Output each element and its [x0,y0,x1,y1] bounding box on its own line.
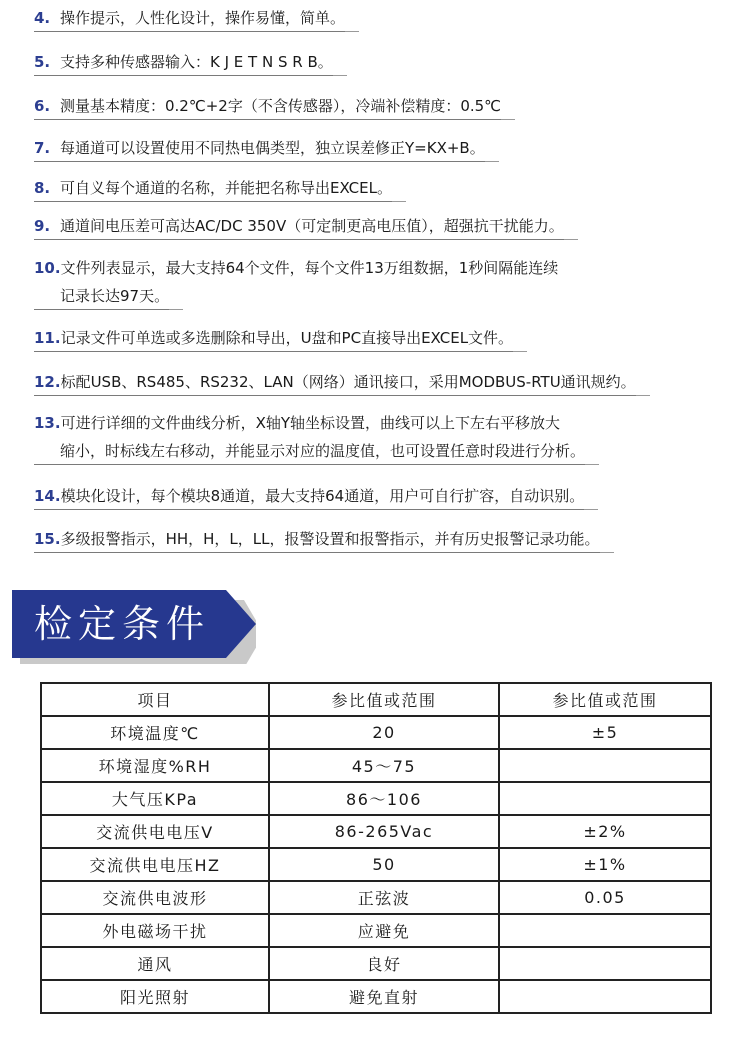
feature-text: 记录文件可单选或多选删除和导出，U盘和PC直接导出EXCEL文件。 [60,329,514,347]
feature-number: 8. [34,179,51,197]
table-cell: 交流供电波形 [41,881,269,914]
feature-text: 可自义每个通道的名称，并能把名称导出EXCEL。 [60,179,392,197]
feature-number: 15. [34,530,61,548]
feature-item-13 [34,413,585,465]
table-cell [499,980,711,1013]
feature-number: 12. [34,373,61,391]
table-cell: ±5 [499,716,711,749]
table-cell: 86-265Vac [269,815,499,848]
table-header-row [41,683,711,716]
table-row [41,947,711,980]
section-title: 检定条件 [34,602,211,646]
feature-item-7 [34,138,485,162]
table-cell: 通风 [41,947,269,980]
table-cell [499,947,711,980]
table-cell: 50 [269,848,499,881]
feature-number: 14. [34,487,61,505]
feature-item-15 [34,529,600,553]
table-row [41,782,711,815]
feature-number: 7. [34,139,51,157]
table-cell: ±1% [499,848,711,881]
feature-item-6 [34,96,501,120]
feature-item-11 [34,328,513,352]
table-row [41,815,711,848]
feature-item-10 [34,258,558,310]
verification-conditions-table [40,682,712,1014]
table-row [41,980,711,1013]
feature-text: 操作提示，人性化设计，操作易懂，简单。 [60,9,346,27]
feature-text: 标配USB、RS485、RS232、LAN（网络）通讯接口，采用MODBUS-RTU通讯规约。 [60,373,636,391]
table-cell: 环境温度℃ [41,716,269,749]
feature-number: 6. [34,97,51,115]
table-cell: 良好 [269,947,499,980]
feature-item-8 [34,178,392,202]
table-cell: 交流供电电压V [41,815,269,848]
table-header-cell: 参比值或范围 [499,683,711,716]
table-row [41,881,711,914]
table-cell [499,749,711,782]
table-cell: 阳光照射 [41,980,269,1013]
table-cell [499,782,711,815]
feature-text: 支持多种传感器输入：K J E T N S R B。 [60,53,333,71]
table-row [41,749,711,782]
feature-item-5 [34,52,333,76]
table-row [41,716,711,749]
feature-text: 每通道可以设置使用不同热电偶类型，独立误差修正Y=KX+B。 [60,139,485,157]
feature-text: 多级报警指示，HH，H，L，LL，报警设置和报警指示，并有历史报警记录功能。 [60,530,600,548]
table-cell: 外电磁场干扰 [41,914,269,947]
table-cell: 正弦波 [269,881,499,914]
feature-text: 测量基本精度：0.2℃+2字（不含传感器），冷端补偿精度：0.5℃ [60,97,502,115]
table-cell: 环境湿度%RH [41,749,269,782]
table-row [41,848,711,881]
feature-text: 模块化设计，每个模块8通道，最大支持64通道，用户可自行扩容，自动识别。 [60,487,585,505]
feature-text-continued: 记录长达97天。 [60,287,170,305]
feature-number: 9. [34,217,51,235]
feature-item-14 [34,486,584,510]
feature-number: 10. [34,259,61,277]
table-header-cell: 参比值或范围 [269,683,499,716]
feature-item-9 [34,216,564,240]
table-header-cell: 项目 [41,683,269,716]
table-cell [499,914,711,947]
feature-text: 文件列表显示，最大支持64个文件，每个文件13万组数据，1秒间隔能连续 [60,259,559,277]
table-cell: 交流供电电压HZ [41,848,269,881]
feature-text: 可进行详细的文件曲线分析，X轴Y轴坐标设置，曲线可以上下左右平移放大 [60,414,561,432]
section-banner [12,588,256,664]
feature-item-4 [34,8,345,32]
table-cell: 0.05 [499,881,711,914]
table-cell: 45～75 [269,749,499,782]
table-cell: 20 [269,716,499,749]
table-cell: 86～106 [269,782,499,815]
table-cell: ±2% [499,815,711,848]
feature-item-12 [34,372,636,396]
feature-text-continued: 缩小，时标线左右移动，并能显示对应的温度值，也可设置任意时段进行分析。 [60,442,586,460]
feature-number: 13. [34,414,61,432]
table-cell: 大气压KPa [41,782,269,815]
table-row [41,914,711,947]
table-cell: 避免直射 [269,980,499,1013]
feature-number: 5. [34,53,51,71]
table-cell: 应避免 [269,914,499,947]
feature-text: 通道间电压差可高达AC/DC 350V（可定制更高电压值），超强抗干扰能力。 [60,217,564,235]
feature-number: 4. [34,9,51,27]
feature-number: 11. [34,329,61,347]
